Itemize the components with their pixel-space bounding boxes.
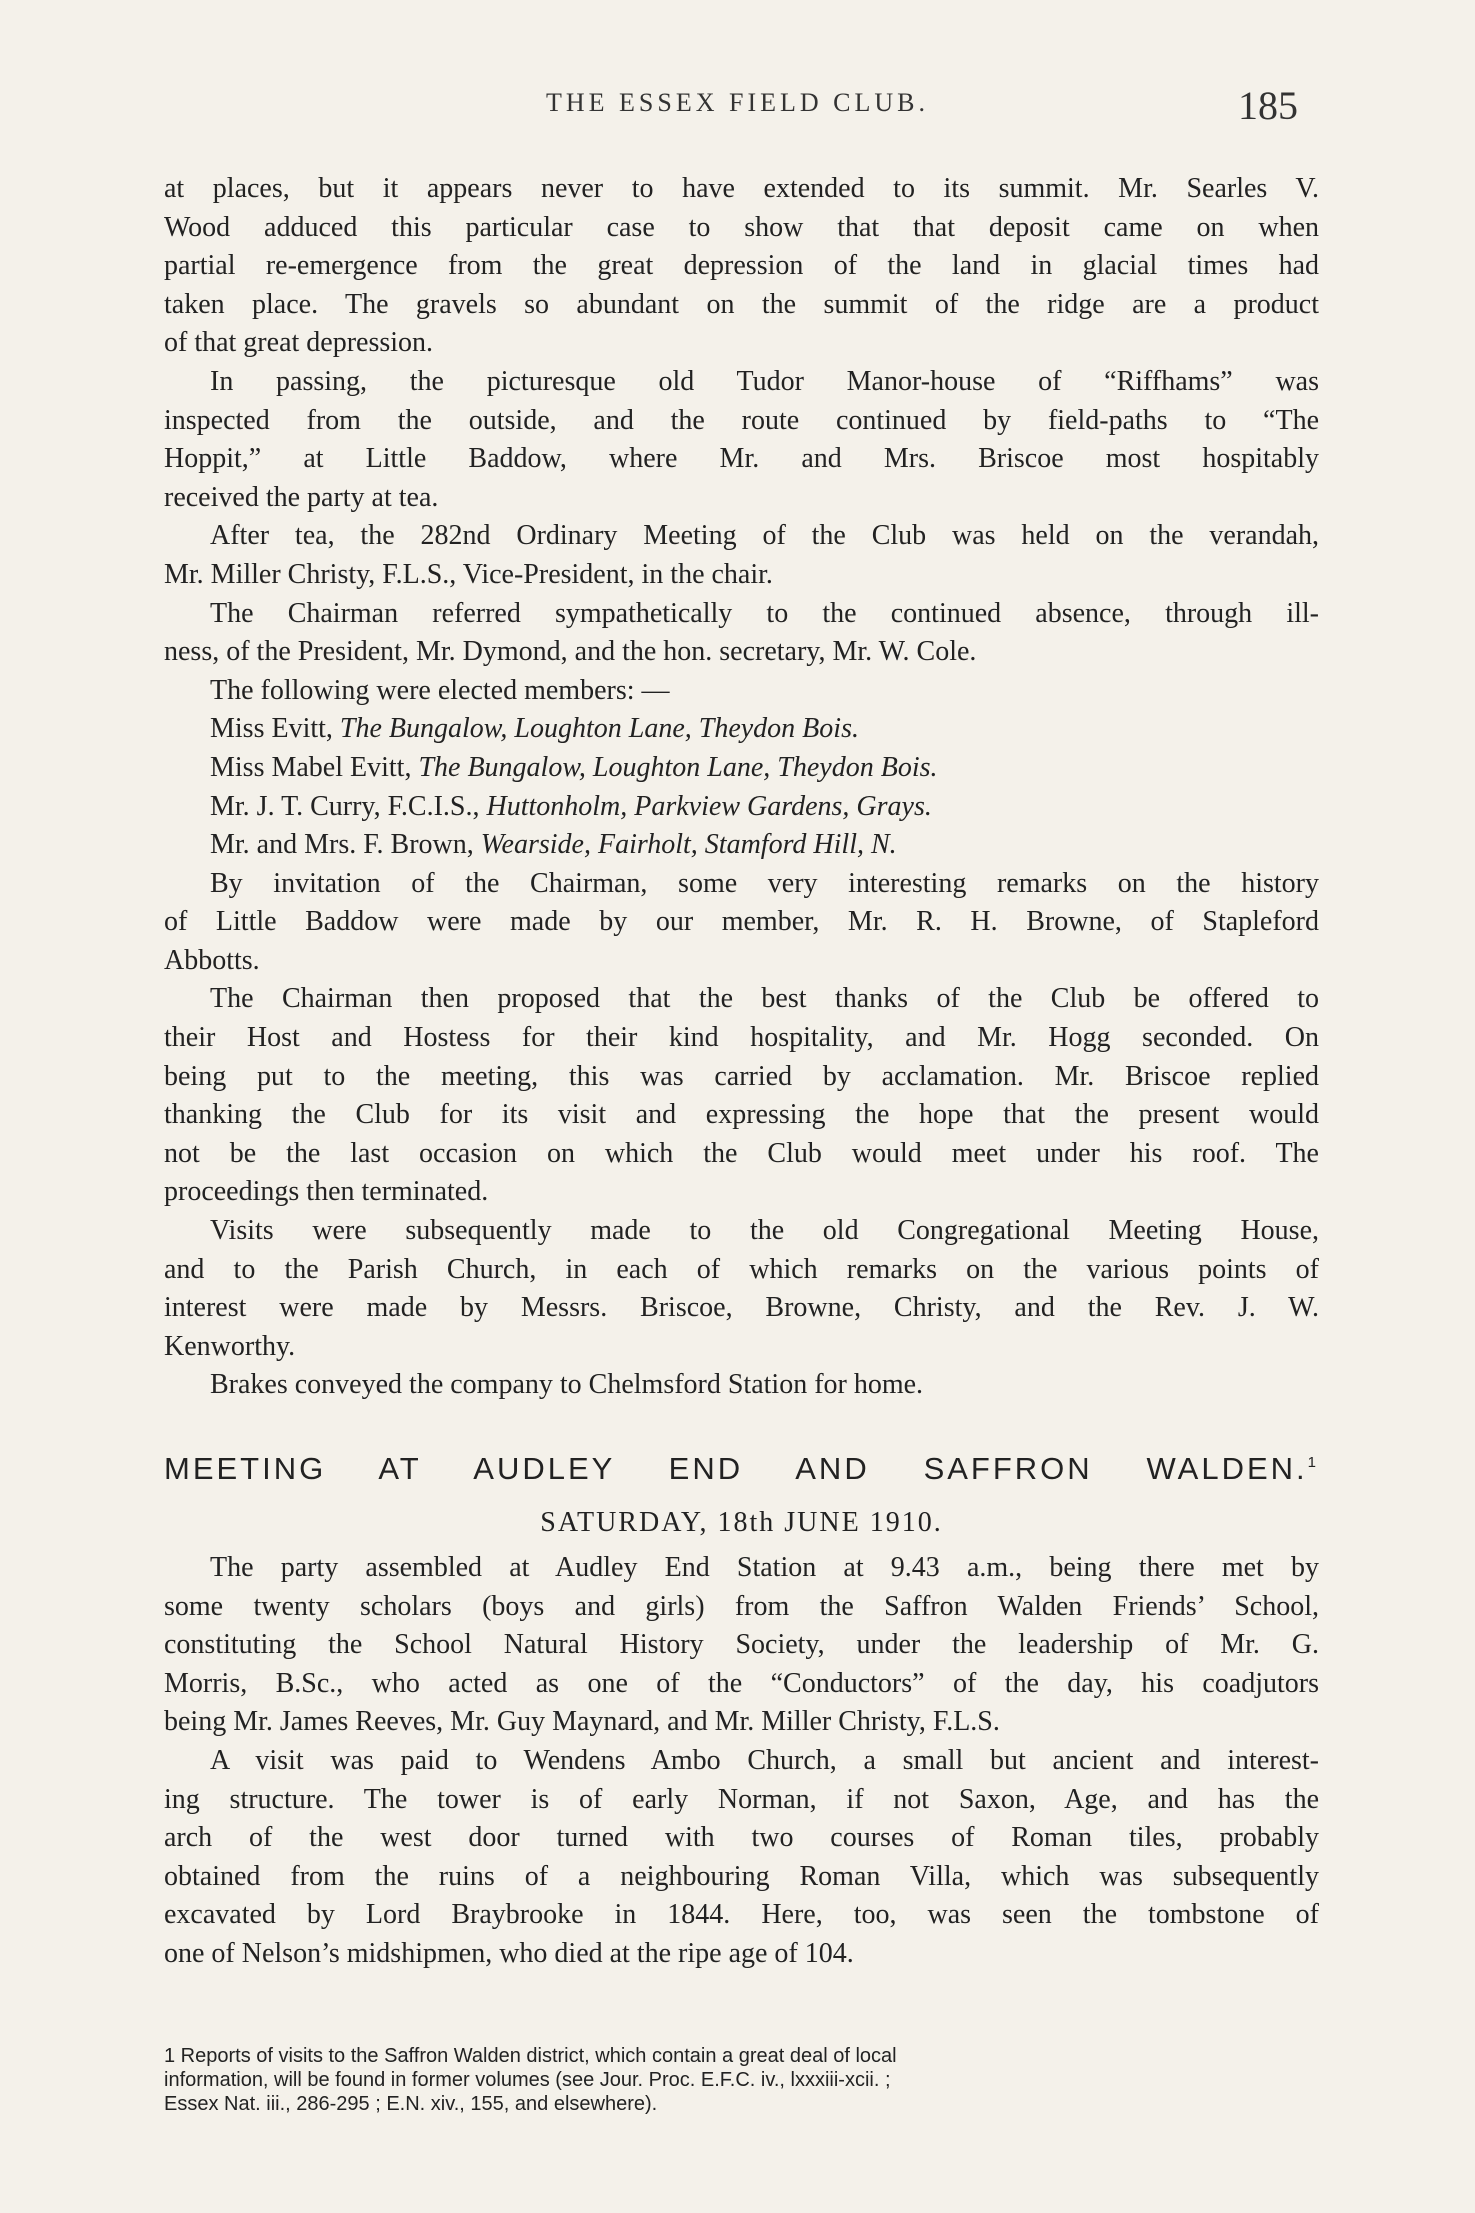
body-text: [164, 170, 1319, 1974]
text-line: The Chairman referred sympathetically to the continued absence, through ill-: [210, 597, 1319, 629]
text-line: thanking the Club for its visit and expressing the hope that the present would: [164, 1099, 1319, 1131]
text-line: constituting the School Natural History Society, under the leadership of Mr. G.: [164, 1629, 1319, 1661]
text-line: Hoppit,” at Little Baddow, where Mr. and Mrs. Briscoe most hospitably: [164, 443, 1319, 475]
member-entry: [164, 710, 1319, 749]
text-line: not be the last occasion on which the Club would meet under his roof. The: [164, 1137, 1319, 1169]
footnote: [164, 2044, 1319, 2116]
member-name: Mr. J. T. Curry, F.C.I.S.,: [210, 790, 480, 822]
text-line: The party assembled at Audley End Station at 9.43 a.m., being there met by: [210, 1552, 1319, 1583]
text-line: By invitation of the Chairman, some very interesting remarks on the history: [210, 867, 1319, 899]
text-line: being Mr. James Reeves, Mr. Guy Maynard, and Mr. Miller Christy, F.L.S.: [164, 1706, 1000, 1738]
member-entry: [164, 826, 1319, 865]
text-line: received the party at tea.: [164, 481, 439, 513]
section-heading: [164, 1441, 1319, 1497]
member-address: Wearside, Fairholt, Stamford Hill, N.: [480, 829, 897, 861]
text-line: excavated by Lord Braybrooke in 1844. Here, too, was seen the tombstone of: [164, 1899, 1319, 1931]
text-line: some twenty scholars (boys and girls) from the Saffron Walden Friends’ School,: [164, 1590, 1319, 1622]
text-line: Brakes conveyed the company to Chelmsford Station for home.: [210, 1369, 924, 1401]
text-line: their Host and Hostess for their kind hospitality, and Mr. Hogg seconded. On: [164, 1022, 1319, 1054]
text-line: partial re-emergence from the great depression of the land in glacial times had: [164, 250, 1319, 282]
section-gap: [164, 1405, 1319, 1441]
text-line: Kenworthy.: [164, 1330, 296, 1362]
footnote-marker: 1: [1307, 1454, 1319, 1471]
footnote-line: 1 Reports of visits to the Saffron Walden district, which contain a great deal of local: [164, 2045, 897, 2067]
member-entry: [164, 749, 1319, 788]
section-heading-text: MEETING AT AUDLEY END AND SAFFRON WALDEN.: [164, 1451, 1308, 1486]
text-line: Visits were subsequently made to the old Congregational Meeting House,: [210, 1215, 1319, 1247]
text-line: Morris, B.Sc., who acted as one of the “Conductors” of the day, his coadjutors: [164, 1667, 1319, 1699]
footnote-line: Essex Nat. iii., 286-295 ; E.N. xiv., 155, and elsewhere).: [164, 2093, 658, 2115]
text-line: Wood adduced this particular case to show that that deposit came on when: [164, 211, 1319, 243]
text-line: obtained from the ruins of a neighbouring Roman Villa, which was subsequently: [164, 1860, 1319, 1892]
page-number: 185: [1238, 83, 1298, 128]
text-line: being put to the meeting, this was carried by acclamation. Mr. Briscoe replied: [164, 1060, 1319, 1092]
text-line: arch of the west door turned with two courses of Roman tiles, probably: [164, 1822, 1319, 1854]
text-line: The Chairman then proposed that the best thanks of the Club be offered to: [210, 983, 1319, 1015]
text-line: taken place. The gravels so abundant on the summit of the ridge are a product: [164, 288, 1319, 320]
member-entry: [164, 788, 1319, 827]
text-line: and to the Parish Church, in each of which remarks on the various points of: [164, 1253, 1319, 1285]
text-line: Mr. Miller Christy, F.L.S., Vice-President, in the chair.: [164, 558, 773, 590]
text-line: ing structure. The tower is of early Norman, if not Saxon, Age, and has the: [164, 1783, 1319, 1815]
text-line: at places, but it appears never to have extended to its summit. Mr. Searles V.: [164, 173, 1319, 204]
text-line: In passing, the picturesque old Tudor Manor-house of “Riffhams” was: [210, 365, 1319, 397]
meeting-date: SATURDAY, 18th JUNE 1910.: [540, 1507, 943, 1538]
member-name: Miss Evitt,: [210, 713, 333, 745]
text-line: A visit was paid to Wendens Ambo Church, a small but ancient and interest-: [210, 1744, 1319, 1776]
member-name: Mr. and Mrs. F. Brown,: [210, 829, 474, 861]
text-line: one of Nelson’s midshipmen, who died at the ripe age of 104.: [164, 1937, 854, 1969]
member-address: The Bungalow, Loughton Lane, Theydon Bois.: [418, 751, 938, 783]
text-line: ness, of the President, Mr. Dymond, and the hon. secretary, Mr. W. Cole.: [164, 636, 977, 668]
member-address: The Bungalow, Loughton Lane, Theydon Bois.: [339, 713, 859, 745]
text-line: proceedings then terminated.: [164, 1176, 489, 1208]
member-address: Huttonholm, Parkview Gardens, Grays.: [486, 790, 932, 822]
running-head: [0, 82, 1475, 132]
footnote-line: information, will be found in former volumes (see Jour. Proc. E.F.C. iv., lxxxiii-xcii. ;: [164, 2069, 891, 2091]
text-line: Abbotts.: [164, 944, 260, 976]
running-title: THE ESSEX FIELD CLUB.: [546, 88, 929, 117]
text-line: The following were elected members: —: [210, 674, 670, 706]
text-line: After tea, the 282nd Ordinary Meeting of the Club was held on the verandah,: [210, 520, 1319, 552]
text-line: interest were made by Messrs. Briscoe, Browne, Christy, and the Rev. J. W.: [164, 1292, 1319, 1324]
text-line: inspected from the outside, and the route continued by field-paths to “The: [164, 404, 1319, 436]
text-line: of that great depression.: [164, 327, 434, 359]
text-line: of Little Baddow were made by our member, Mr. R. H. Browne, of Stapleford: [164, 906, 1319, 938]
member-name: Miss Mabel Evitt,: [210, 751, 412, 783]
